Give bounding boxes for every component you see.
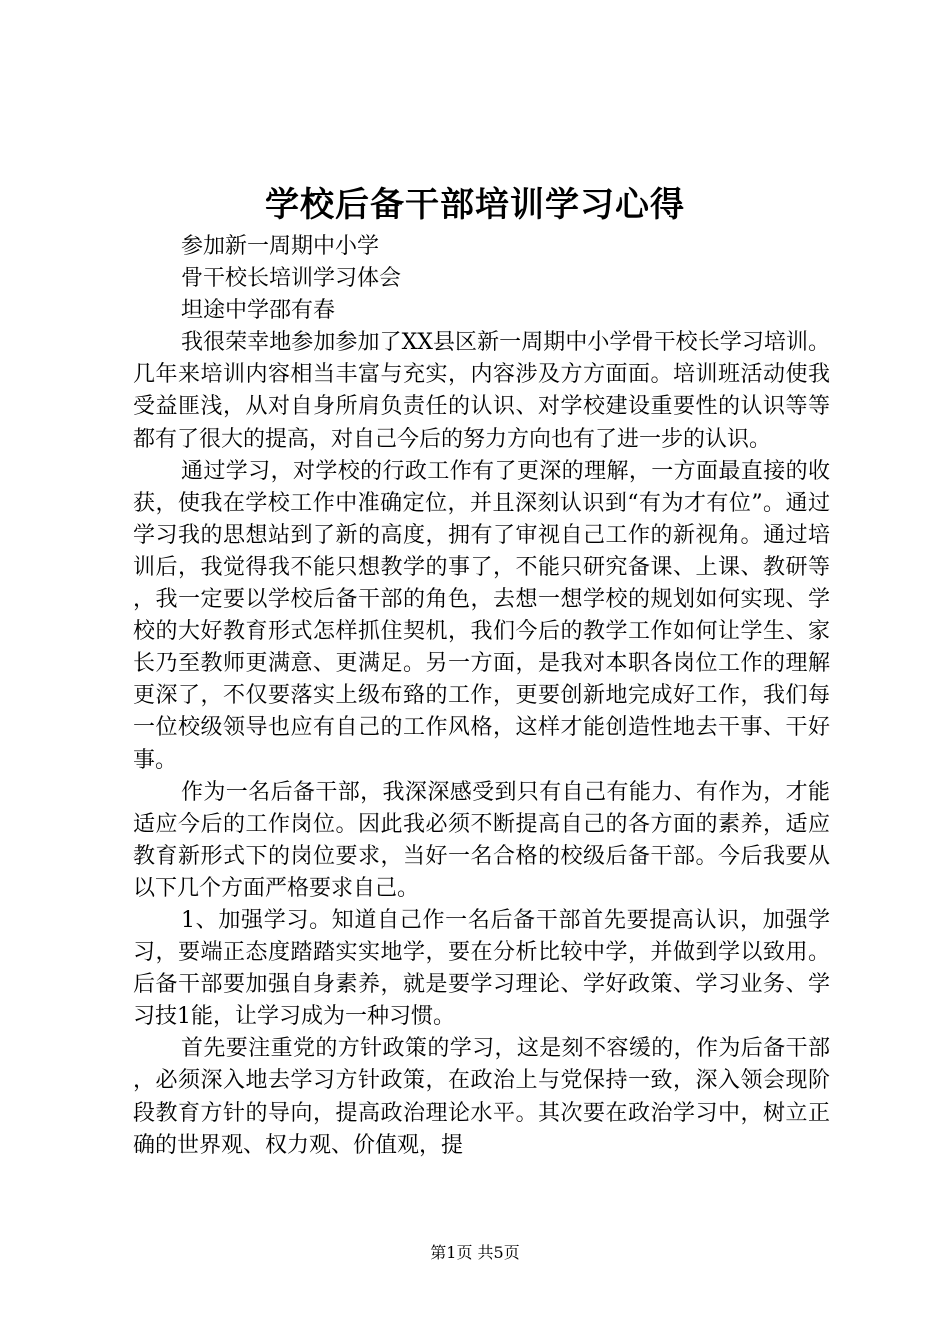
document-body bbox=[133, 231, 830, 1162]
paragraph: 骨干校长培训学习体会 bbox=[181, 266, 402, 292]
paragraph: 通过学习，对学校的行政工作有了更深的理解，一方面最直接的收获，使我在学校工作中准确定位，并且深刻认识到“有为才有位”。通过学习我的思想站到了新的高度，拥有了审视自己工作的新视角。通过培训后，我觉得我不能只想教学的事了，不能只研究备课、上课、教研等，我一定要以学校后备干部的角色，去想一想学校的规划如何实现、学校的大好教育形式怎样抓住契机，我们今后的教学工作如何让学生、家长乃至教师更满意、更满足。另一方面，是我对本职各岗位工作的理解更深了，不仅要落实上级布臵的工作，更要创新地完成好工作，我们每一位校级领导也应有自己的工作风格，这样才能创造性地去干事、干好事。 bbox=[133, 458, 830, 773]
paragraph: 参加新一周期中小学 bbox=[181, 234, 380, 259]
document-title: 学校后备干部培训学习心得 bbox=[265, 185, 685, 225]
paragraph: 作为一名后备干部，我深深感受到只有自己有能力、有作为，才能适应今后的工作岗位。因此我必须不断提高自己的各方面的素养，适应教育新形式下的岗位要求，当好一名合格的校级后备干部。今后我要从以下几个方面严格要求自己。 bbox=[133, 779, 830, 901]
paragraph: 1、加强学习。知道自己作一名后备干部首先要提高认识，加强学习，要端正态度踏踏实实地学，要在分析比较中学，并做到学以致用。后备干部要加强自身素养，就是要学习理论、学好政策、学习业务、学习技1能，让学习成为一种习惯。 bbox=[133, 907, 830, 1030]
paragraph: 我很荣幸地参加参加了XX县区新一周期中小学骨干校长学习培训。几年来培训内容相当丰富与充实，内容涉及方方面面。培训班活动使我受益匪浅，从对自身所肩负责任的认识、对学校建设重要性的认识等等都有了很大的提高，对自己今后的努力方向也有了进一步的认识。 bbox=[133, 330, 830, 452]
paragraph: 坦途中学邵有春 bbox=[181, 298, 336, 324]
page-footer: 第1页 共5页 bbox=[430, 1243, 520, 1262]
paragraph: 首先要注重党的方针政策的学习，这是刻不容缓的，作为后备干部，必须深入地去学习方针政策，在政治上与党保持一致，深入领会现阶段教育方针的导向，提高政治理论水平。其次要在政治学习中，树立正确的世界观、权力观、价值观，提 bbox=[133, 1036, 830, 1158]
